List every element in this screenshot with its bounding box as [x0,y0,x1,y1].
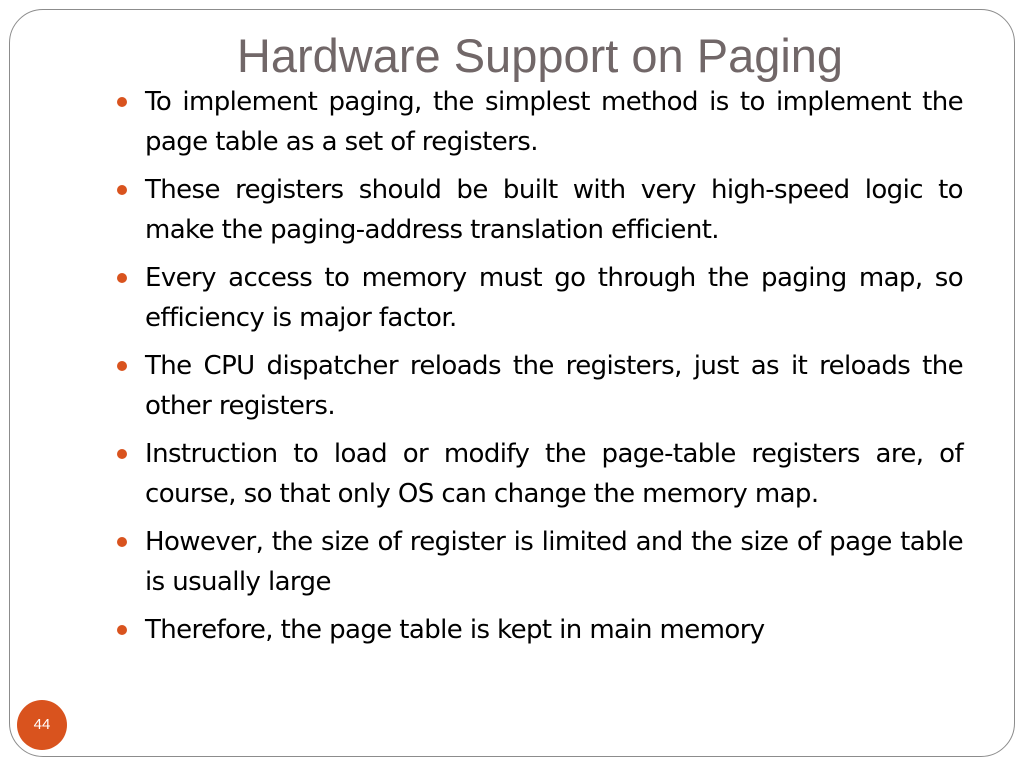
bullet-text: However, the size of register is limited and the size of page table is usually large [145,527,963,597]
bullet-text: Every access to memory must go through the paging map, so efficiency is major factor. [145,263,963,333]
bullet-list [115,82,963,658]
bullet-dot-icon [117,361,127,371]
bullet-text: Instruction to load or modify the page-table registers are, of course, so that only OS can change the memory map. [145,439,963,509]
bullet-dot-icon [117,625,127,635]
bullet-text: These registers should be built with very high-speed logic to make the paging-address translation efficient. [145,175,963,245]
bullet-dot-icon [117,537,127,547]
bullet-item [115,522,963,602]
bullet-item [115,82,963,162]
bullet-item [115,434,963,514]
bullet-item [115,610,963,650]
bullet-text: Therefore, the page table is kept in main memory [145,615,765,645]
bullet-item [115,170,963,250]
bullet-item [115,346,963,426]
bullet-text: To implement paging, the simplest method is to implement the page table as a set of registers. [145,87,963,157]
bullet-text: The CPU dispatcher reloads the registers, just as it reloads the other registers. [145,351,963,421]
bullet-dot-icon [117,185,127,195]
bullet-dot-icon [117,273,127,283]
bullet-dot-icon [117,97,127,107]
page-number-badge: 44 [17,700,67,750]
slide-title: Hardware Support on Paging [236,29,844,82]
bullet-item [115,258,963,338]
bullet-dot-icon [117,449,127,459]
